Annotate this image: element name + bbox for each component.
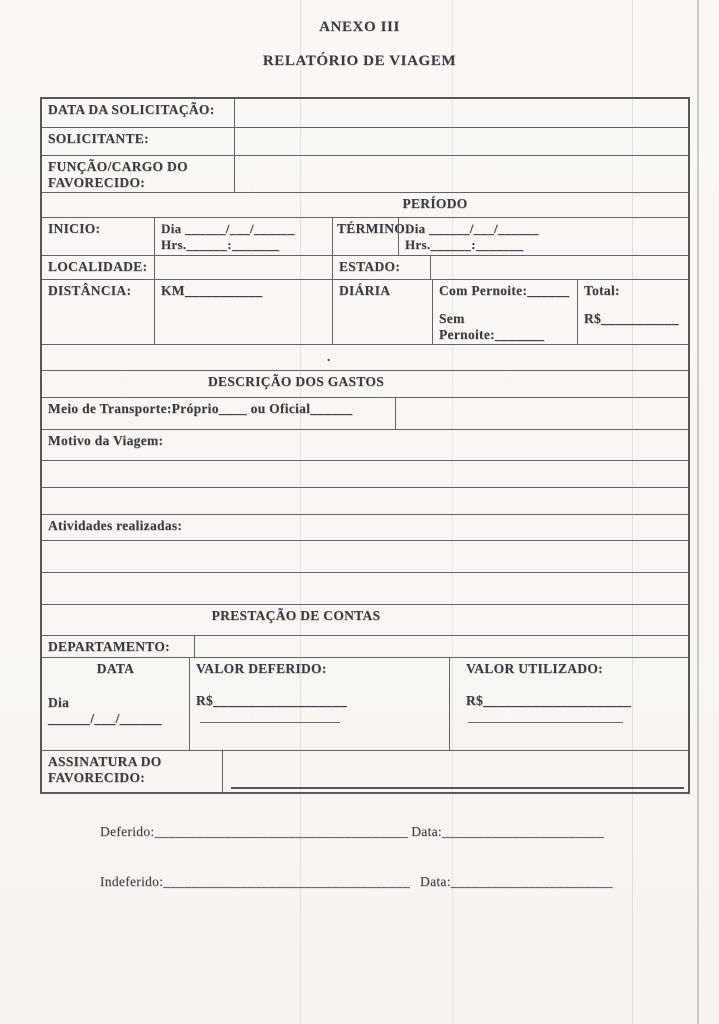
- role-label: FUNÇÃO/CARGO DO FAVORECIDO:: [48, 159, 188, 190]
- empty-cell: [42, 345, 688, 370]
- rejected-date-blank-line: _______________________: [450, 874, 613, 889]
- row-locality-state: [42, 255, 688, 279]
- stray-scan-dot: .: [327, 349, 331, 364]
- activities-label: Atividades realizadas:: [48, 518, 183, 533]
- start-label: INICIO:: [48, 221, 101, 236]
- rejected-date-label: Data:: [420, 874, 451, 889]
- approved-row: [100, 824, 604, 840]
- period-section-header-row: [42, 192, 688, 217]
- row-distance-daily: [42, 279, 688, 344]
- with-overnight-field: Com Pernoite:______: [439, 283, 570, 298]
- accounting-section-header: PRESTAÇÃO DE CONTAS: [211, 608, 381, 623]
- blank-writing-row: [42, 487, 688, 514]
- row-period-start-end: [42, 217, 688, 255]
- approved-blank-line: ____________________________________: [154, 824, 409, 839]
- start-day-field: Dia ______/___/______: [161, 221, 295, 236]
- accounting-day-field: Dia ______/___/______: [48, 695, 162, 726]
- request-date-label: DATA DA SOLICITAÇÃO:: [48, 102, 215, 117]
- signature-blank-line: [231, 787, 684, 789]
- overnight-fields: [432, 280, 577, 344]
- request-date-value: [234, 99, 688, 127]
- date-cell: [42, 658, 189, 750]
- department-value: [194, 636, 688, 657]
- row-department: [42, 635, 688, 657]
- rejected-blank-line: ___________________________________: [163, 874, 411, 889]
- end-hours-field: Hrs.______:_______: [405, 237, 524, 252]
- expenses-section-header: DESCRIÇÃO DOS GASTOS: [207, 374, 385, 389]
- blank-line: [200, 722, 340, 723]
- row-role: [42, 155, 688, 192]
- rejected-label: Indeferido:: [100, 874, 164, 889]
- used-value-field: R$_____________________: [466, 693, 632, 708]
- distance-label: DISTÂNCIA:: [48, 283, 132, 298]
- row-activities: [42, 514, 688, 540]
- row-trip-reason: [42, 429, 688, 460]
- start-fields: [154, 218, 332, 255]
- row-signature: [42, 750, 688, 792]
- used-value-cell: [449, 658, 688, 750]
- travel-report-form-table: [40, 97, 690, 794]
- approved-date-blank-line: _______________________: [442, 824, 605, 839]
- blank-writing-row: [42, 572, 688, 604]
- requester-label: SOLICITANTE:: [48, 131, 149, 146]
- row-transport: [42, 397, 688, 429]
- expenses-section-header-row: [42, 370, 688, 397]
- granted-value-cell: [189, 658, 449, 750]
- blank-line: [468, 722, 623, 723]
- end-day-field: Dia ______/___/______: [405, 221, 539, 236]
- signature-value: [222, 751, 688, 792]
- km-field: KM___________: [154, 280, 332, 344]
- state-label: ESTADO:: [332, 256, 430, 279]
- accounting-section-header-row: [42, 604, 688, 635]
- blank-writing-row: [42, 460, 688, 487]
- daily-allowance-label: DIÁRIA: [332, 280, 432, 344]
- start-hours-field: Hrs.______:_______: [161, 237, 280, 252]
- total-fields: [577, 280, 688, 344]
- signature-label: ASSINATURA DO FAVORECIDO:: [48, 754, 162, 785]
- scan-edge-line: [697, 0, 699, 1024]
- locality-value: [154, 256, 332, 279]
- without-overnight-field: Sem Pernoite:_______: [439, 311, 545, 342]
- transport-field: Meio de Transporte:Próprio____ ou Oficial______: [48, 401, 353, 416]
- end-fields: [398, 218, 688, 255]
- granted-value-label: VALOR DEFERIDO:: [196, 661, 327, 676]
- trip-reason-label: Motivo da Viagem:: [48, 433, 164, 448]
- granted-value-field: R$___________________: [196, 693, 348, 708]
- date-header: DATA: [96, 661, 135, 676]
- empty-row: [42, 344, 688, 370]
- empty-cell: [42, 573, 688, 604]
- approved-date-label: Data:: [411, 824, 442, 839]
- transport-extra-cell: [395, 398, 688, 429]
- annex-title: ANEXO III: [319, 19, 400, 35]
- total-label: Total:: [584, 283, 620, 298]
- empty-cell: [42, 541, 688, 572]
- rejected-row: [100, 874, 613, 890]
- empty-cell: [42, 461, 688, 487]
- empty-cell: [42, 488, 688, 514]
- approved-label: Deferido:: [100, 824, 155, 839]
- period-section-header: PERÍODO: [402, 196, 468, 211]
- row-request-date: [42, 99, 688, 127]
- row-requester: [42, 127, 688, 155]
- end-label: TÉRMINO:: [332, 218, 398, 255]
- state-value: [430, 256, 688, 279]
- department-label: DEPARTAMENTO:: [48, 639, 170, 654]
- blank-writing-row: [42, 540, 688, 572]
- total-value-field: R$___________: [584, 311, 679, 326]
- row-values: [42, 657, 688, 750]
- used-value-label: VALOR UTILIZADO:: [466, 661, 603, 676]
- requester-value: [234, 128, 688, 155]
- locality-label: LOCALIDADE:: [48, 259, 148, 274]
- role-value: [234, 156, 688, 192]
- form-title: RELATÓRIO DE VIAGEM: [262, 53, 457, 69]
